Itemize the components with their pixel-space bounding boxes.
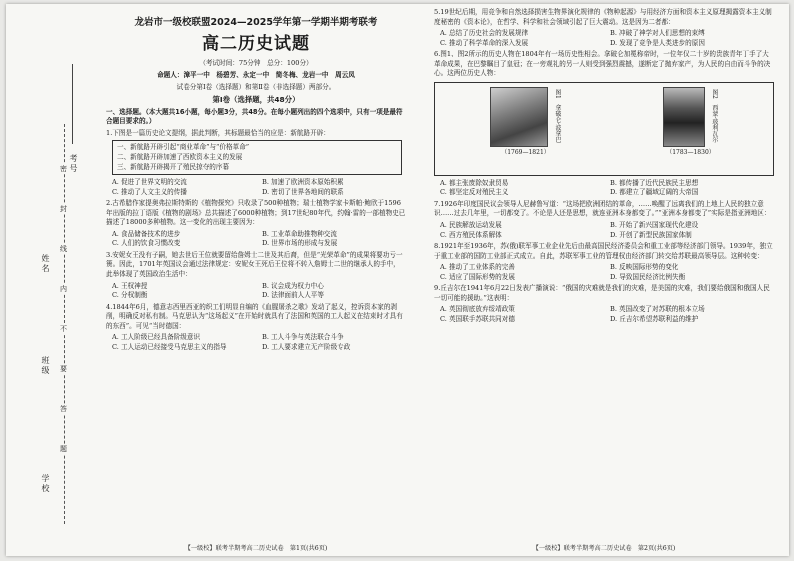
option: B. 议会成为权力中心 [262, 281, 324, 290]
seal-char: 密 [60, 165, 67, 173]
option: A. 都主张废除奴隶贸易 [440, 178, 509, 187]
answer-options [434, 221, 774, 240]
option: D. 开创了新型民族国家体制 [610, 230, 692, 239]
option: C. 分权制衡 [112, 291, 148, 300]
option: B. 工人斗争与英法联合斗争 [262, 333, 344, 342]
option: A. 王权神授 [112, 281, 148, 290]
seal-char: 答 [60, 405, 67, 413]
question-stem: 4.1844年6月，德意志西里西亚的织工们明显自编的《血腥屠杀之歌》发动了起义，控诉资本家的剥削，明确反对私有制。马克思认为“这场起义”在开始时就具有了法国和英国的工人起义在结束时才具有的东西”。可见“当时德国： [106, 302, 403, 330]
figure-box [434, 82, 774, 176]
section-instructions: 一、选择题。（本大题共16小题，每小题3分，共48分。在每小题列出的四个选项中，只有一项是最符合题目要求的。） [106, 107, 403, 126]
part1-title: 第Ⅰ卷（选择题，共48分） [212, 95, 300, 105]
option: D. 世界市场的形成与发展 [262, 239, 338, 248]
option: B. 开始了新兴国家现代化建设 [610, 221, 699, 230]
xuexiao-label: 学校 [41, 474, 50, 494]
figure-years: （1769—1821） [501, 148, 550, 156]
footer-left: 【一级校】联考半期考高二历史试卷 第1页(共6页) [184, 545, 328, 552]
question-stem: 5.19世纪后期，用竞争和自然选择损害生物界演化规律的《物种起源》与用经济方面和资本主义原理揭露资本主义制度秘密的《资本论》，在哲学、科学和社会领域引起了巨大震动。这是因为二者都： [434, 8, 772, 26]
question-stem: 7.1926年印度国民议会领导人尼赫鲁写道：“这场把欧洲团结的革命，……唤醒了远离我们的上地上人民的独立意识……过去几年里，一切都变了。不论是人还是思想，就连亚洲本身都变了。”“亚洲本身都变了”实际是指亚洲地区： [434, 199, 771, 218]
seal-char: 封 [60, 205, 67, 213]
outline-line: 一、新航路开辟引起“商业革命”与“价格革命” [117, 143, 250, 152]
right-column [434, 8, 774, 326]
seal-char: 不 [60, 325, 67, 333]
kaohao-line [72, 64, 73, 144]
option: A. 促进了世界文明的交流 [112, 178, 187, 187]
option: B. 反映国际形势的变化 [610, 263, 679, 272]
left-column [106, 8, 406, 354]
figure-caption: 图1 拿破仑·波拿巴 [553, 88, 561, 143]
option: B. 工业革命助推物种交流 [262, 229, 337, 238]
question-stem: 9.丘吉尔在1941年6月22日发表广播演说：“俄国的灾难就是我们的灾难，是美国的灾难，我们要给俄国和俄国人民一切可能的援助。”这表明： [434, 284, 770, 302]
option: B. 加速了欧洲资本原始积累 [262, 178, 344, 187]
question-stem: 1.下图是一篇历史论文提纲，据此判断，其标题最恰当的应是：新航路开辟： [106, 128, 330, 137]
figure-1 [490, 87, 561, 158]
seal-char: 要 [60, 365, 67, 373]
answer-options [106, 333, 406, 352]
option: C. 推动了人文主义的传播 [112, 187, 187, 196]
option: D. 丘吉尔希望苏联利益的维护 [610, 314, 699, 323]
answer-options [434, 179, 774, 198]
option: B. 都传播了近代民族民主思想 [610, 178, 699, 187]
option: D. 发现了竞争是人类进步的原因 [610, 38, 705, 47]
answer-options [106, 178, 406, 197]
outline-line: 二、新航路开辟加速了西欧资本主义的发展 [117, 152, 243, 161]
option: C. 都坚定反对殖民主义 [440, 188, 509, 197]
option: C. 推动了科学革命的深入发展 [440, 38, 529, 47]
binding-strip [6, 4, 102, 556]
figure-caption: 图2 西蒙·玻利瓦尔 [710, 88, 718, 143]
seal-char: 内 [60, 285, 67, 293]
seal-char: 线 [60, 245, 67, 253]
question-stem: 2.古希腊作家提奥弗拉斯特斯的《植物探究》只收录了500种植物；瑞士植物学家卡斯帕·鲍欣于1596年出版的拉丁语版《植物的剧场》总共描述了6000种植物；到17世纪80年代，约翰·雷的一部植物史已描述了18000多种植物。这一变化的出现主要因为： [106, 199, 406, 227]
option: C. 人们的饮食习惯改变 [112, 239, 181, 248]
answer-options [434, 305, 774, 324]
xingming-label: 姓名 [41, 254, 50, 274]
option: A. 推动了工业体系的完善 [440, 263, 515, 272]
option: D. 法律面前人人平等 [262, 291, 324, 300]
answer-options [434, 263, 774, 282]
question-stem: 8.1921年至1936年，苏(俄)联军事工业企业先后由最高国民经济委员会和重工业部等经济部门领导。1939年，独立于重工业部的国防工业部正式成立。自此，苏联军事工业的管理权由经济部门转交给苏联最高领导层。这种转变： [434, 242, 773, 260]
banji-label: 班级 [41, 356, 50, 376]
exam-sheet [6, 4, 789, 556]
seal-char: 题 [60, 445, 67, 453]
answer-options [434, 29, 774, 48]
question-stem: 6.图1、图2所示的历史人物在1804年有一场历史性相会。拿破仑加冕称帝时，一位年仅二十岁的贵族青年丁手了大革命成果，在巴黎瞩目了皇冠；在一旁观礼的另一人则受到强烈震撼，遂断定了抛弃家产，为人民的自由而斗争的决心。这两位历史人物： [434, 50, 771, 78]
bolivar-portrait [663, 87, 705, 147]
outline-box [112, 140, 402, 175]
option: C. 工人运动已经接受马克思主义的指导 [112, 342, 227, 351]
figure-years: （1783—1830） [666, 148, 715, 156]
time-score: （考试时间：75分钟 总分：100分） [199, 59, 313, 68]
napoleon-portrait [490, 87, 548, 147]
footer-right: 【一级校】联考半期考高二历史试卷 第2页(共6页) [532, 545, 676, 552]
figure-2 [663, 87, 718, 158]
option: D. 密切了世界各地间的联系 [262, 187, 344, 196]
kaohao-label: 考号 [69, 154, 78, 174]
answer-options [106, 282, 406, 301]
option: D. 都建立了疆域辽阔的大帝国 [610, 188, 699, 197]
option: C. 西方殖民体系解体 [440, 230, 502, 239]
question-stem: 3.安妮女王没有子嗣，她去世后王位就要留给詹姆士二世及其后裔，但是“光荣革命”的成果将要功亏一篑。因此，1701年英国议会通过法律规定：安妮女王死后王位将不转入詹姆士二世的继承人的手中，此举体现了英国政治生活中： [106, 250, 403, 278]
outline-line: 三、新航路开辟揭开了殖民掠夺的序幕 [117, 162, 230, 171]
option: C. 英国联手苏联共同对德 [440, 314, 515, 323]
setters: 命题人：漳平一中 杨碧芳、永定一中 简冬梅、龙岩一中 周云凤 [157, 70, 355, 79]
option: B. 英国改变了对苏联的根本立场 [610, 305, 705, 314]
option: C. 适应了国际形势的发展 [440, 272, 515, 281]
exam-name: 龙岩市一级校联盟2024—2025学年第一学期半期考联考 [134, 17, 378, 28]
option: A. 工人阶级已经具备阶级意识 [112, 333, 201, 342]
option: A. 英国彻底放弃绥靖政策 [440, 305, 515, 314]
option: D. 工人要求建立无产阶级专政 [262, 342, 351, 351]
structure-note: 试卷分第Ⅰ卷（选择题）和第Ⅱ卷（非选择题）两部分。 [176, 82, 336, 91]
page-title: 高二历史试题 [202, 33, 310, 54]
option: A. 食品储备技术的进步 [112, 229, 181, 238]
answer-options [106, 230, 406, 249]
option: D. 导致国民经济比例失衡 [610, 272, 686, 281]
option: A. 民族解放运动发展 [440, 221, 502, 230]
option: A. 总结了历史社会的发展规律 [440, 29, 529, 38]
option: B. 冲破了神学对人们思想的束缚 [610, 29, 705, 38]
